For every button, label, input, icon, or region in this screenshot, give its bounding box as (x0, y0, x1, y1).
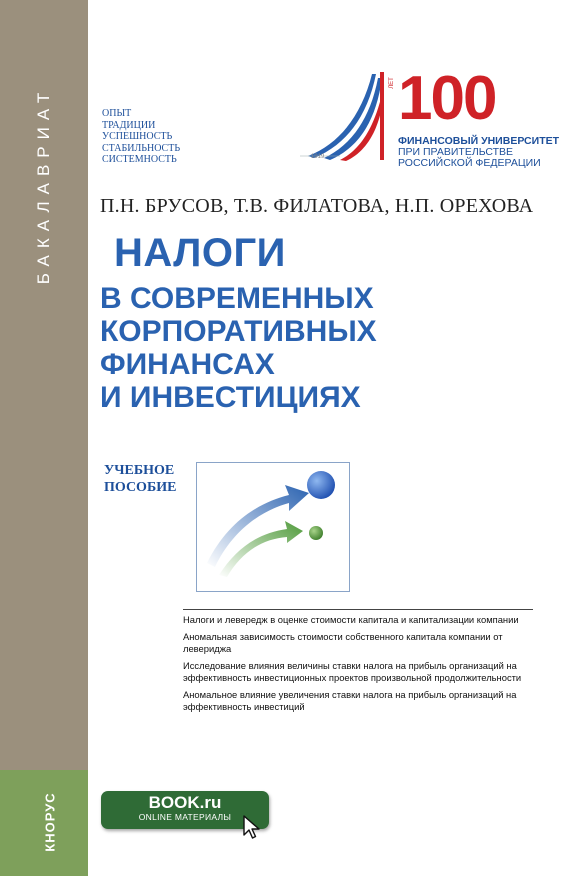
university-line: ПРИ ПРАВИТЕЛЬСТВЕ (398, 146, 514, 158)
motto-list (102, 108, 180, 166)
university-name (398, 136, 559, 169)
online-materials-label: ONLINE МАТЕРИАЛЫ (138, 812, 232, 822)
logo-number: 100 (398, 64, 496, 133)
annotation-item: Исследование влияния величины ставки налога на прибыль организаций на эффективность инвестиционных проектов произвольной продолжительности (183, 659, 522, 683)
arrows-icon (197, 463, 349, 591)
motto-item: СИСТЕМНОСТЬ (102, 154, 177, 165)
subtitle-line: И ИНВЕСТИЦИЯХ (100, 381, 361, 414)
genre-line: ПОСОБИЕ (104, 480, 177, 495)
authors: П.Н. БРУСОВ, Т.В. ФИЛАТОВА, Н.П. ОРЕХОВА (100, 195, 534, 217)
subtitle-line: КОРПОРАТИВНЫХ (100, 315, 377, 348)
logo-let-label: ЛЕТ (388, 77, 395, 89)
genre-line: УЧЕБНОЕ (104, 463, 175, 478)
annotation-item: Аномальное влияние увеличения ставки налога на прибыль организаций на эффективность инвестиций (183, 688, 517, 712)
publisher-label: КНОРУС (42, 792, 58, 852)
logo-year: 1919 (311, 154, 325, 160)
series-label: БАКАЛАВРИАТ (34, 85, 53, 285)
annotation-item: Аномальная зависимость стоимости собственного капитала компании от левериджа (183, 630, 503, 654)
motto-item: УСПЕШНОСТЬ (102, 131, 173, 142)
university-logo-icon (300, 64, 390, 164)
book-subtitle (100, 282, 377, 414)
subtitle-line: В СОВРЕМЕННЫХ (100, 282, 374, 315)
subtitle-line: ФИНАНСАХ (100, 348, 275, 381)
book-title: НАЛОГИ (114, 231, 286, 275)
book-ru-logo: BOOK.ru (148, 793, 222, 812)
motto-item: ТРАДИЦИИ (102, 119, 156, 131)
genre-label (104, 462, 176, 496)
university-line: ФИНАНСОВЫЙ УНИВЕРСИТЕТ (398, 135, 560, 147)
motto-item: ОПЫТ (102, 108, 132, 119)
annotation-item: Налоги и левередж в оценке стоимости капитала и капитализации компании (183, 614, 519, 625)
annotation-list (183, 609, 533, 714)
cursor-icon (242, 815, 262, 841)
motto-item: СТАБИЛЬНОСТЬ (102, 142, 181, 154)
university-line: РОССИЙСКОЙ ФЕДЕРАЦИИ (398, 157, 541, 169)
cover-illustration (196, 462, 350, 592)
